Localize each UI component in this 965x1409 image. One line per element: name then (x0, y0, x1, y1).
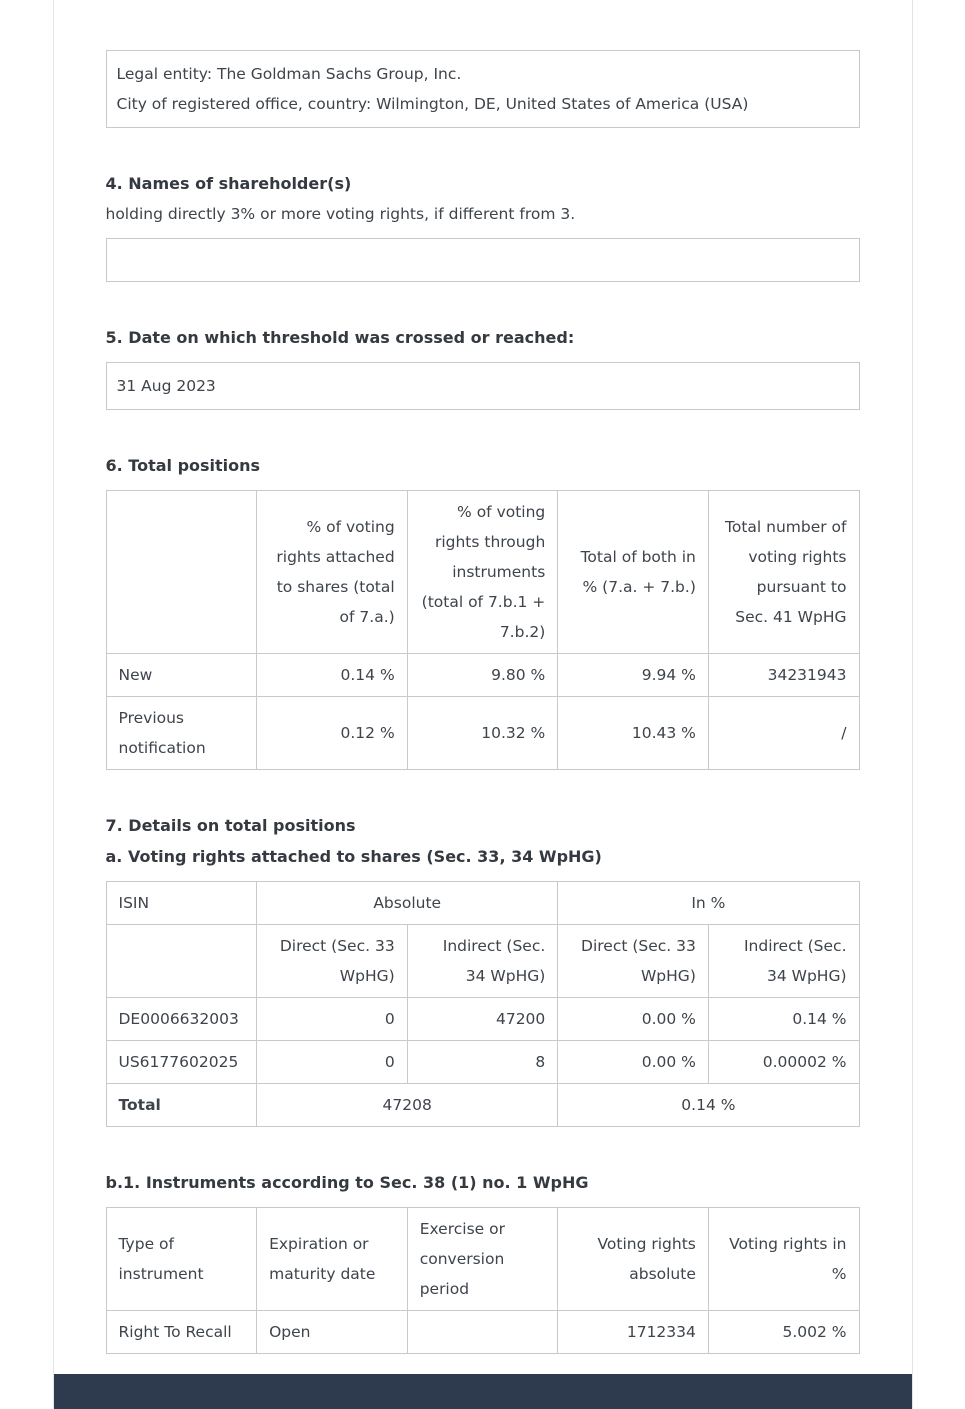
instruments-header-row (106, 1208, 859, 1311)
voting-rights-notification-page (53, 0, 913, 1409)
shares-table-total-row (106, 1084, 859, 1127)
total-voting-rights-cell: / (708, 697, 859, 770)
col-header-voting-rights-absolute: Voting rights absolute (558, 1208, 709, 1311)
expiration-cell: Open (257, 1311, 408, 1354)
total-percent-cell: 0.14 % (558, 1084, 859, 1127)
empty-cell (106, 925, 257, 998)
direct-pct-header-cell: Direct (Sec. 33 WpHG) (558, 925, 709, 998)
col-header-total-pct: Total of both in % (7.a. + 7.b.) (558, 491, 709, 654)
instrument-type-cell: Right To Recall (106, 1311, 257, 1354)
instruments-pct-cell: 9.80 % (407, 654, 558, 697)
shares-pct-cell: 0.14 % (257, 654, 408, 697)
col-header-instrument-type: Type of instrument (106, 1208, 257, 1311)
absolute-header-cell: Absolute (257, 882, 558, 925)
threshold-date-field: 31 Aug 2023 (106, 362, 860, 410)
section-7-heading: 7. Details on total positions (105, 816, 356, 835)
isin-header-cell: ISIN (106, 882, 257, 925)
indirect-pct-header-cell: Indirect (Sec. 34 WpHG) (708, 925, 859, 998)
absolute-direct-cell: 0 (257, 1041, 408, 1084)
col-header-shares-pct: % of voting rights attached to shares (total of 7.a.) (257, 491, 408, 654)
table-row-isin-us (106, 1041, 859, 1084)
section-6-heading: 6. Total positions (105, 456, 261, 475)
voting-rights-absolute-cell: 1712334 (558, 1311, 709, 1354)
voting-rights-shares-table (106, 881, 860, 1127)
legal-entity-box (106, 50, 860, 128)
instruments-table (106, 1207, 860, 1354)
col-header-instruments-pct: % of voting rights through instruments (total of 7.b.1 + 7.b.2) (407, 491, 558, 654)
percent-direct-cell: 0.00 % (558, 1041, 709, 1084)
table-row-previous-notification (106, 697, 859, 770)
total-positions-header-row (106, 491, 859, 654)
section-b1-heading: b.1. Instruments according to Sec. 38 (1) no. 1 WpHG (105, 1173, 589, 1192)
row-label: Previous notification (106, 697, 257, 770)
voting-rights-percent-cell: 5.002 % (708, 1311, 859, 1354)
total-pct-cell: 9.94 % (558, 654, 709, 697)
shares-pct-cell: 0.12 % (257, 697, 408, 770)
total-voting-rights-cell: 34231943 (708, 654, 859, 697)
percent-indirect-cell: 0.00002 % (708, 1041, 859, 1084)
shares-table-sub-header-row (106, 925, 859, 998)
total-label-cell: Total (106, 1084, 257, 1127)
isin-cell: US6177602025 (106, 1041, 257, 1084)
absolute-indirect-cell: 47200 (407, 998, 558, 1041)
percent-direct-cell: 0.00 % (558, 998, 709, 1041)
isin-cell: DE0006632003 (106, 998, 257, 1041)
percent-indirect-cell: 0.14 % (708, 998, 859, 1041)
table-row-isin-de (106, 998, 859, 1041)
col-header-voting-rights-percent: Voting rights in % (708, 1208, 859, 1311)
col-header-expiration: Expiration or maturity date (257, 1208, 408, 1311)
legal-entity-line: Legal entity: The Goldman Sachs Group, Inc. (116, 65, 462, 83)
absolute-indirect-cell: 8 (407, 1041, 558, 1084)
exercise-period-cell (407, 1311, 558, 1354)
shares-table-group-header-row (106, 882, 859, 925)
empty-corner-cell (106, 491, 257, 654)
total-positions-table (106, 490, 860, 770)
footer-spacer (106, 1354, 860, 1374)
shareholder-names-field (106, 238, 860, 282)
registered-office-line: City of registered office, country: Wilmington, DE, United States of America (USA) (116, 95, 749, 113)
section-4-description: holding directly 3% or more voting rights, if different from 3. (105, 205, 576, 223)
footer-bar (54, 1374, 912, 1409)
instruments-pct-cell: 10.32 % (407, 697, 558, 770)
table-row-new (106, 654, 859, 697)
total-pct-cell: 10.43 % (558, 697, 709, 770)
indirect-abs-header-cell: Indirect (Sec. 34 WpHG) (407, 925, 558, 998)
col-header-total-voting-rights: Total number of voting rights pursuant to Sec. 41 WpHG (708, 491, 859, 654)
section-7a-heading: a. Voting rights attached to shares (Sec. 33, 34 WpHG) (105, 847, 602, 866)
direct-abs-header-cell: Direct (Sec. 33 WpHG) (257, 925, 408, 998)
row-label: New (106, 654, 257, 697)
section-4-heading: 4. Names of shareholder(s) (105, 174, 352, 193)
section-5-heading: 5. Date on which threshold was crossed or reached: (105, 328, 575, 347)
absolute-direct-cell: 0 (257, 998, 408, 1041)
table-row-instrument (106, 1311, 859, 1354)
col-header-exercise-period: Exercise or conversion period (407, 1208, 558, 1311)
total-absolute-cell: 47208 (257, 1084, 558, 1127)
in-percent-header-cell: In % (558, 882, 859, 925)
